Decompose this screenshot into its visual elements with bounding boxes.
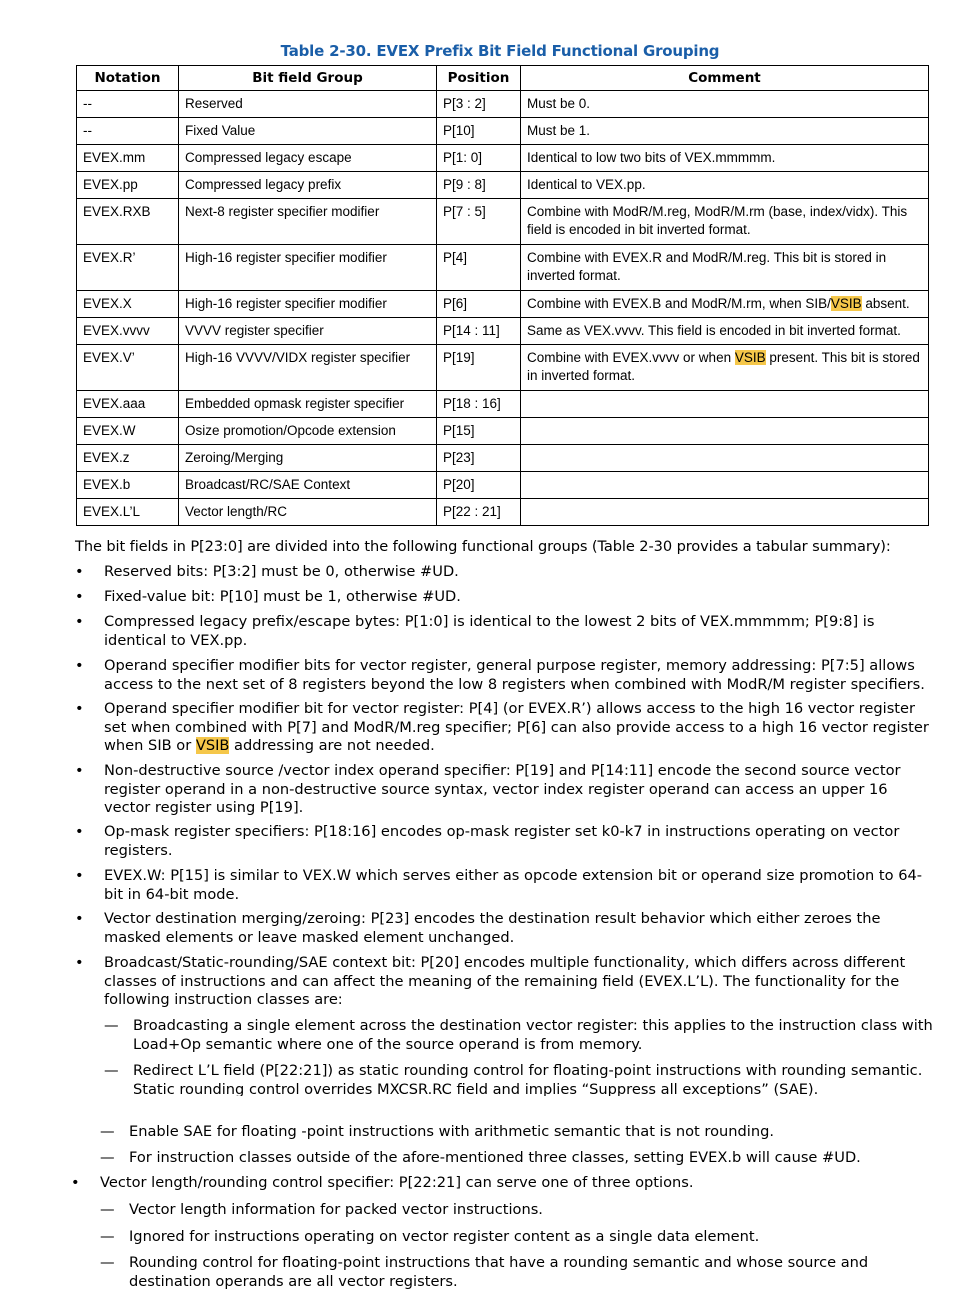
intro-paragraph: The bit fields in P[23:0] are divided into the following functional groups (Table 2-30 provides a tabular summary): bbox=[75, 538, 891, 555]
table-row bbox=[77, 345, 929, 391]
table-row bbox=[77, 245, 929, 291]
cell-notation: EVEX.b bbox=[77, 472, 179, 499]
table-header-row bbox=[77, 66, 929, 91]
cell-comment bbox=[521, 418, 929, 445]
sub-item-text: Ignored for instructions operating on vector register content as a single data element. bbox=[129, 1228, 760, 1245]
cell-group: High-16 register specifier modifier bbox=[179, 245, 437, 291]
cell-position: P[7 : 5] bbox=[437, 199, 521, 245]
cell-group: Vector length/RC bbox=[179, 499, 437, 526]
cell-group: Embedded opmask register specifier bbox=[179, 391, 437, 418]
dash-icon: — bbox=[104, 1017, 119, 1034]
cell-comment: Combine with ModR/M.reg, ModR/M.rm (base, index/vidx). This field is encoded in bit inverted format. bbox=[521, 199, 929, 245]
cell-position: P[22 : 21] bbox=[437, 499, 521, 526]
cell-group: Osize promotion/Opcode extension bbox=[179, 418, 437, 445]
comment-text: Combine with EVEX.B and ModR/M.rm, when SIB/ bbox=[527, 296, 831, 311]
table-row bbox=[77, 145, 929, 172]
table-row bbox=[77, 199, 929, 245]
bullet-icon: • bbox=[75, 563, 84, 580]
table-row bbox=[77, 472, 929, 499]
cell-notation: EVEX.L’L bbox=[77, 499, 179, 526]
cell-comment: Combine with EVEX.R and ModR/M.reg. This bit is stored in inverted format. bbox=[521, 245, 929, 291]
cell-comment: Must be 0. bbox=[521, 91, 929, 118]
cell-notation: EVEX.W bbox=[77, 418, 179, 445]
bullet-icon: • bbox=[75, 823, 84, 840]
table-row bbox=[77, 291, 929, 318]
header-comment: Comment bbox=[521, 66, 929, 91]
bullet-icon: • bbox=[75, 954, 84, 971]
cell-group: VVVV register specifier bbox=[179, 318, 437, 345]
evex-prefix-table bbox=[76, 65, 929, 526]
table-row bbox=[77, 172, 929, 199]
bullet-text: EVEX.W: P[15] is similar to VEX.W which serves either as opcode extension bit or operand size promotion to 64-bit in 64-bit mode. bbox=[104, 867, 923, 903]
comment-text: present. This bit is stored in inverted format. bbox=[527, 350, 920, 383]
cell-position: P[6] bbox=[437, 291, 521, 318]
bullet-icon: • bbox=[75, 613, 84, 630]
cell-notation: EVEX.z bbox=[77, 445, 179, 472]
cell-comment: Identical to low two bits of VEX.mmmmm. bbox=[521, 145, 929, 172]
bullet-text-part: addressing are not needed. bbox=[229, 737, 435, 754]
sub-item-text: Redirect L’L field (P[22:21]) as static rounding control for floating-point instructions with rounding semantic. Static rounding control overrides MXCSR.RC field and implies “Suppress all exceptions” (SAE). bbox=[133, 1062, 923, 1096]
cell-group: High-16 VVVV/VIDX register specifier bbox=[179, 345, 437, 391]
table-caption: Table 2-30. EVEX Prefix Bit Field Functional Grouping bbox=[280, 42, 720, 60]
bullet-icon: • bbox=[75, 867, 84, 884]
dash-icon: — bbox=[104, 1062, 119, 1079]
table-row bbox=[77, 91, 929, 118]
cell-comment bbox=[521, 472, 929, 499]
header-position: Position bbox=[437, 66, 521, 91]
cell-notation: -- bbox=[77, 118, 179, 145]
cell-notation: EVEX.aaa bbox=[77, 391, 179, 418]
table-row bbox=[77, 499, 929, 526]
cell-position: P[18 : 16] bbox=[437, 391, 521, 418]
cell-comment bbox=[521, 345, 929, 391]
table-row bbox=[77, 445, 929, 472]
cell-position: P[14 : 11] bbox=[437, 318, 521, 345]
bullet-icon: • bbox=[71, 1174, 80, 1191]
bullet-icon: • bbox=[75, 588, 84, 605]
bullet-text: Op-mask register specifiers: P[18:16] encodes op-mask register set k0-k7 in instructions operating on vector registers. bbox=[104, 823, 900, 859]
header-bit-field-group: Bit field Group bbox=[179, 66, 437, 91]
bullet-text-part: Operand specifier modifier bit for vector register: P[4] (or EVEX.R’) allows access to the high 16 vector register set when combined with P[7] and ModR/M.reg specifier; P[6] can also provide access to a high 16 vector register when SIB or bbox=[104, 700, 929, 754]
table-row bbox=[77, 118, 929, 145]
bullet-text: Compressed legacy prefix/escape bytes: P[1:0] is identical to the lowest 2 bits of VEX.mmmmm; P[9:8] is identical to VEX.pp. bbox=[104, 613, 875, 649]
cell-position: P[1: 0] bbox=[437, 145, 521, 172]
cell-group: High-16 register specifier modifier bbox=[179, 291, 437, 318]
cell-notation: EVEX.V’ bbox=[77, 345, 179, 391]
bullet-text: Fixed-value bit: P[10] must be 1, otherwise #UD. bbox=[104, 588, 461, 605]
highlighted-term: VSIB bbox=[830, 296, 862, 311]
dash-icon: — bbox=[100, 1254, 115, 1271]
cell-group: Fixed Value bbox=[179, 118, 437, 145]
comment-text: Combine with EVEX.vvvv or when bbox=[527, 350, 735, 365]
cell-group: Compressed legacy prefix bbox=[179, 172, 437, 199]
header-notation: Notation bbox=[77, 66, 179, 91]
table-row bbox=[77, 391, 929, 418]
dash-icon: — bbox=[100, 1228, 115, 1245]
cell-comment bbox=[521, 391, 929, 418]
cell-notation: EVEX.R’ bbox=[77, 245, 179, 291]
bullet-icon: • bbox=[75, 657, 84, 674]
bullet-icon: • bbox=[75, 910, 84, 927]
bullet-text: Operand specifier modifier bits for vector register, general purpose register, memory addressing: P[7:5] allows access to the next set of 8 registers beyond the low 8 registers when combined with ModR/M register specifiers. bbox=[104, 657, 925, 693]
cell-position: P[19] bbox=[437, 345, 521, 391]
bullet-icon: • bbox=[75, 762, 84, 779]
cell-comment: Same as VEX.vvvv. This field is encoded in bit inverted format. bbox=[521, 318, 929, 345]
bullet-icon: • bbox=[75, 700, 84, 717]
cell-group: Reserved bbox=[179, 91, 437, 118]
dash-icon: — bbox=[100, 1149, 115, 1166]
cell-group: Broadcast/RC/SAE Context bbox=[179, 472, 437, 499]
cell-group: Zeroing/Merging bbox=[179, 445, 437, 472]
bullet-text: Vector destination merging/zeroing: P[23] encodes the destination result behavior which either zeroes the masked elements or leave masked element unchanged. bbox=[104, 910, 881, 946]
cell-notation: EVEX.RXB bbox=[77, 199, 179, 245]
sub-item-text: Broadcasting a single element across the destination vector register: this applies to the instruction class with Load+Op semantic where one of the source operand is from memory. bbox=[133, 1017, 933, 1053]
comment-text: absent. bbox=[861, 296, 910, 311]
cell-comment bbox=[521, 499, 929, 526]
bullet-text: Broadcast/Static-rounding/SAE context bit: P[20] encodes multiple functionality, which differs across different classes of instructions and can affect the meaning of the remaining field (EVEX.L’L). The functionality for the following instruction classes are: bbox=[104, 954, 906, 1008]
cell-position: P[23] bbox=[437, 445, 521, 472]
cell-comment: Identical to VEX.pp. bbox=[521, 172, 929, 199]
cell-position: P[4] bbox=[437, 245, 521, 291]
cell-notation: EVEX.X bbox=[77, 291, 179, 318]
cell-notation: EVEX.vvvv bbox=[77, 318, 179, 345]
highlighted-term: VSIB bbox=[195, 737, 230, 754]
cell-position: P[15] bbox=[437, 418, 521, 445]
bullet-text: Reserved bits: P[3:2] must be 0, otherwise #UD. bbox=[104, 563, 459, 580]
cell-position: P[9 : 8] bbox=[437, 172, 521, 199]
sub-item-text: Rounding control for floating-point instructions that have a rounding semantic and whose source and destination operands are all vector registers. bbox=[129, 1254, 869, 1290]
cell-position: P[20] bbox=[437, 472, 521, 499]
table-row bbox=[77, 318, 929, 345]
table-row bbox=[77, 418, 929, 445]
cell-position: P[10] bbox=[437, 118, 521, 145]
cell-comment: Must be 1. bbox=[521, 118, 929, 145]
cell-position: P[3 : 2] bbox=[437, 91, 521, 118]
bullet-text bbox=[104, 700, 934, 756]
cell-group: Compressed legacy escape bbox=[179, 145, 437, 172]
cell-notation: EVEX.mm bbox=[77, 145, 179, 172]
cell-notation: -- bbox=[77, 91, 179, 118]
bullet-text: Vector length/rounding control specifier: P[22:21] can serve one of three options. bbox=[100, 1174, 694, 1191]
sub-item-text: Vector length information for packed vector instructions. bbox=[129, 1201, 543, 1218]
bullet-text: Non-destructive source /vector index operand specifier: P[19] and P[14:11] encode the second source vector register operand in a non-destructive source syntax, vector index register operand can access an upper 16 vector register using P[19]. bbox=[104, 762, 901, 816]
dash-icon: — bbox=[100, 1123, 115, 1140]
highlighted-term: VSIB bbox=[734, 350, 766, 365]
sub-item bbox=[104, 1062, 934, 1096]
cell-comment bbox=[521, 291, 929, 318]
sub-item-text: For instruction classes outside of the afore-mentioned three classes, setting EVEX.b will cause #UD. bbox=[129, 1149, 861, 1166]
cell-comment bbox=[521, 445, 929, 472]
dash-icon: — bbox=[100, 1201, 115, 1218]
sub-item-text: Enable SAE for floating -point instructions with arithmetic semantic that is not rounding. bbox=[129, 1123, 774, 1140]
cell-group: Next-8 register specifier modifier bbox=[179, 199, 437, 245]
cell-notation: EVEX.pp bbox=[77, 172, 179, 199]
